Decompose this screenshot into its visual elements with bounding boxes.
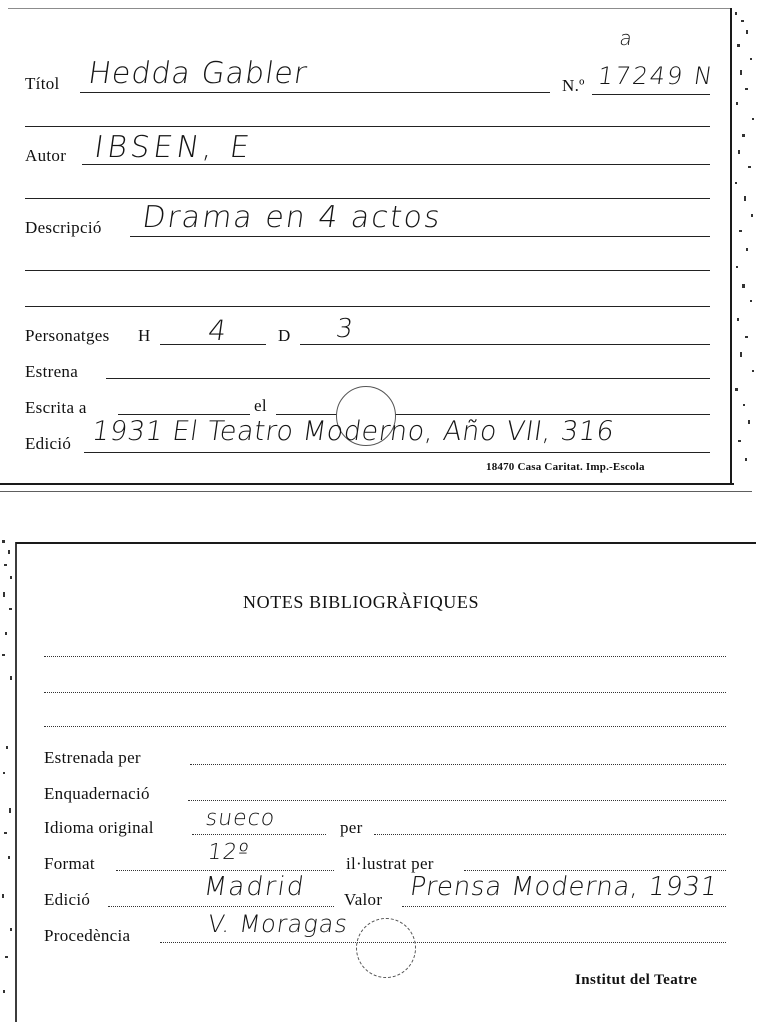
titol-value: Hedda Gabler: [86, 56, 310, 91]
enquadernacio-line: [188, 800, 726, 801]
titol-line: [80, 92, 550, 93]
personatges-h-value: 4: [206, 314, 230, 347]
scan-noise-right: [732, 0, 759, 500]
valor-label: Valor: [344, 890, 383, 909]
back-edicio-value: Madrid: [202, 872, 308, 902]
personatges-label: Personatges: [25, 326, 110, 345]
numero-label: N.º: [562, 76, 585, 95]
autor-label: Autor: [25, 146, 67, 165]
estrenada-label: Estrenada per: [44, 748, 141, 767]
card-bottom-edge: [0, 483, 734, 485]
format-label: Format: [44, 854, 95, 873]
valor-value: Prensa Moderna, 1931: [408, 872, 720, 902]
card-top-edge: [8, 8, 730, 9]
idioma-value: sueco: [204, 806, 278, 831]
numero-value: 17249 N: [596, 62, 716, 90]
idioma-line: [192, 834, 326, 835]
personatges-d-label: D: [278, 326, 291, 345]
notes-line-3: [44, 726, 726, 727]
notes-line-1: [44, 656, 726, 657]
descripcio-value: Drama en 4 actos: [140, 200, 445, 235]
edicio-label: Edició: [25, 434, 72, 453]
blank-line-2: [25, 198, 710, 199]
escrita-line: [118, 414, 250, 415]
notes-line-2: [44, 692, 726, 693]
idioma-per-line: [374, 834, 726, 835]
personatges-d-line: [300, 344, 710, 345]
blank-line-4: [25, 306, 710, 307]
procedencia-line: [160, 942, 726, 943]
escrita-el-label: el: [254, 396, 267, 415]
card-mark: a: [618, 26, 635, 50]
illustrat-label: il·lustrat per: [346, 854, 434, 873]
card-top-edge: [16, 542, 756, 544]
catalog-card-front: [0, 0, 759, 500]
descripcio-line: [130, 236, 710, 237]
autor-value: IBSEN, E: [92, 130, 256, 165]
personatges-h-line: [160, 344, 266, 345]
procedencia-label: Procedència: [44, 926, 131, 945]
titol-label: Títol: [25, 74, 60, 93]
card-bottom-edge-2: [0, 491, 752, 492]
notes-heading: NOTES BIBLIOGRÀFIQUES: [243, 592, 480, 612]
procedencia-value: V. Moragas: [206, 910, 351, 938]
institution-name: Institut del Teatre: [575, 972, 698, 988]
idioma-per-label: per: [340, 818, 363, 837]
personatges-d-value: 3: [334, 314, 356, 344]
back-edicio-line: [108, 906, 334, 907]
descripcio-label: Descripció: [25, 218, 102, 237]
edicio-line: [84, 452, 710, 453]
estrena-line: [106, 378, 710, 379]
format-value: 12º: [206, 840, 251, 865]
library-stamp: [356, 918, 416, 978]
valor-line: [402, 906, 726, 907]
personatges-h-label: H: [138, 326, 151, 345]
escrita-label: Escrita a: [25, 398, 87, 417]
blank-line-1: [25, 126, 710, 127]
idioma-label: Idioma original: [44, 818, 154, 837]
catalog-card-back: [0, 536, 759, 1028]
blank-line-3: [25, 270, 710, 271]
illustrat-line: [464, 870, 726, 871]
printer-imprint: 18470 Casa Caritat. Imp.-Escola: [486, 461, 645, 473]
edicio-value: 1931 El Teatro Moderno, Año VII, 316: [90, 416, 617, 447]
back-edicio-label: Edició: [44, 890, 91, 909]
estrenada-line: [190, 764, 726, 765]
enquadernacio-label: Enquadernació: [44, 784, 150, 803]
autor-line: [82, 164, 710, 165]
format-line: [116, 870, 334, 871]
estrena-label: Estrena: [25, 362, 79, 381]
numero-line: [592, 94, 710, 95]
scan-noise-left: [0, 536, 16, 1028]
